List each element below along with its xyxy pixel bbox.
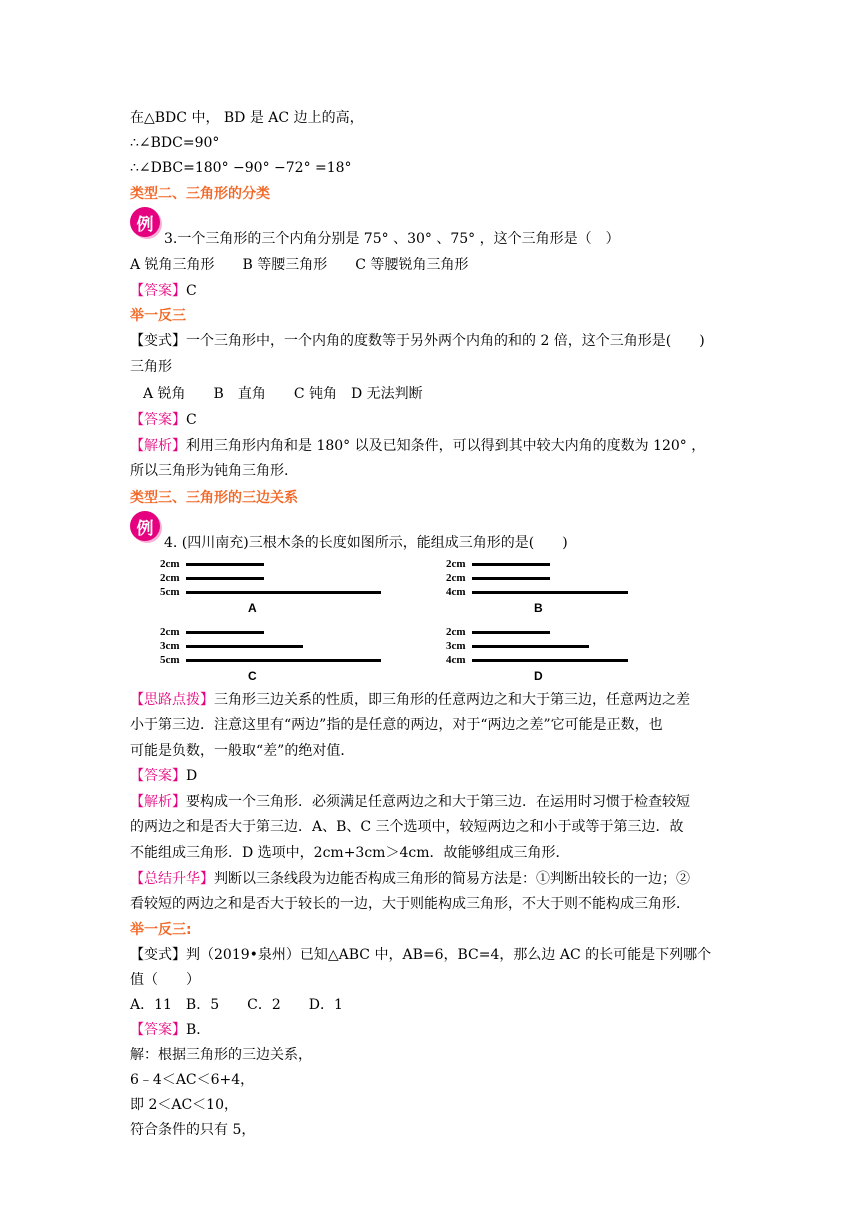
question-4: 4. (四川南充)三根木条的长度如图所示，能组成三角形的是( ) — [164, 535, 568, 551]
section-heading: 类型二、三角形的分类 — [130, 186, 270, 202]
analysis-tag: 【解析】 — [130, 794, 186, 810]
example-badge-icon: 例 — [130, 207, 160, 237]
option-letter: A — [248, 601, 257, 615]
hint-tag: 【思路点拨】 — [130, 692, 214, 708]
text-line: 所以三角形为钝角三角形. — [130, 463, 289, 479]
segment-row — [160, 653, 381, 667]
solution-line: 即 2＜AC＜10， — [130, 1097, 238, 1113]
segment-row — [160, 639, 303, 653]
segment-bar — [472, 645, 589, 648]
solution-line: 符合条件的只有 5， — [130, 1122, 256, 1138]
segment-bar — [186, 563, 264, 566]
segment-row — [446, 625, 550, 639]
answer-tag: 【答案】 — [130, 412, 186, 428]
segment-length-label: 2cm — [160, 626, 180, 638]
question-3-answer: 【答案】C — [130, 283, 197, 299]
text-line: 小于第三边．注意这里有“两边”指的是任意的两边，对于“两边之差”它可能是正数，也 — [130, 717, 663, 733]
segment-bar — [186, 591, 381, 594]
segment-row — [160, 557, 264, 571]
section-subheading: 举一反三: — [130, 922, 192, 938]
text-line: 看较短的两边之和是否大于较长的一边，大于则能构成三角形，不大于则不能构成三角形． — [130, 896, 690, 912]
example-badge-icon: 例 — [130, 511, 160, 541]
segment-row — [446, 653, 628, 667]
segment-bar — [472, 577, 550, 580]
answer-tag: 【答案】 — [130, 283, 186, 299]
segment-length-label: 2cm — [160, 558, 180, 570]
segment-length-label: 4cm — [446, 654, 466, 666]
question-4-answer: 【答案】D — [130, 768, 198, 784]
option-letter: B — [534, 601, 543, 615]
question-3: 3.一个三角形的三个内角分别是 75° 、30° 、75° ，这个三角形是（ ） — [164, 231, 620, 247]
text-line: ∴∠DBC=180° −90° −72° =18° — [130, 160, 352, 176]
segment-bar — [472, 563, 550, 566]
variant-1-options: A 锐角 B 直角 C 钝角 D 无法判断 — [143, 386, 423, 402]
option-letter: C — [248, 669, 257, 683]
section-heading: 类型三、三角形的三边关系 — [130, 490, 298, 506]
variant-tag: 【变式】 — [130, 333, 186, 349]
variant-2-answer: 【答案】B． — [130, 1022, 211, 1038]
answer-tag: 【答案】 — [130, 768, 186, 784]
segment-bar — [186, 631, 264, 634]
segment-row — [446, 557, 550, 571]
segment-row — [446, 585, 628, 599]
segment-row — [160, 625, 264, 639]
text-line: 三角形 — [130, 359, 172, 375]
variant-1-analysis: 【解析】利用三角形内角和是 180° 以及已知条件，可以得到其中较大内角的度数为 120° ， — [130, 438, 706, 454]
segment-length-label: 2cm — [446, 626, 466, 638]
variant-1: 【变式】一个三角形中，一个内角的度数等于另外两个内角的和的 2 倍，这个三角形是( ) — [130, 333, 705, 349]
solution-line: 6﹣4＜AC＜6+4， — [130, 1072, 255, 1088]
segment-bar — [472, 631, 550, 634]
variant-2: 【变式】判（2019•泉州）已知△ABC 中，AB=6，BC=4，那么边 AC 的长可能是下列哪个 — [130, 947, 712, 963]
text-line: 不能组成三角形．D 选项中，2cm+3cm＞4cm．故能够组成三角形． — [130, 845, 570, 861]
segment-row — [446, 571, 550, 585]
segment-length-label: 5cm — [160, 654, 180, 666]
text-line: 可能是负数，一般取“差”的绝对值． — [130, 743, 355, 759]
solution-line: 解：根据三角形的三边关系， — [130, 1047, 312, 1063]
segment-length-label: 5cm — [160, 586, 180, 598]
segment-bar — [186, 645, 303, 648]
variant-tag: 【变式】 — [130, 947, 186, 963]
option-letter: D — [534, 669, 543, 683]
variant-2-options: A．11 B．5 C．2 D．1 — [130, 997, 343, 1013]
text-line: ∴∠BDC=90° — [130, 135, 220, 151]
question-3-options: A 锐角三角形 B 等腰三角形 C 等腰锐角三角形 — [130, 257, 469, 273]
segment-row — [160, 585, 381, 599]
segment-length-label: 2cm — [446, 572, 466, 584]
section-subheading: 举一反三 — [130, 308, 186, 324]
segment-length-label: 4cm — [446, 586, 466, 598]
text-line: 在△BDC 中， BD 是 AC 边上的高， — [130, 110, 364, 126]
segment-bar — [472, 659, 628, 662]
segment-length-label: 3cm — [160, 640, 180, 652]
segment-row — [446, 639, 589, 653]
text-line: 的两边之和是否大于第三边．A、B、C 三个选项中，较短两边之和小于或等于第三边．故 — [130, 819, 684, 835]
summary-tag: 【总结升华】 — [130, 871, 214, 887]
segment-bar — [186, 659, 381, 662]
segment-length-label: 2cm — [446, 558, 466, 570]
answer-tag: 【答案】 — [130, 1022, 186, 1038]
segment-bar — [472, 591, 628, 594]
hint-line: 【思路点拨】三角形三边关系的性质，即三角形的任意两边之和大于第三边，任意两边之差 — [130, 692, 690, 708]
segment-length-label: 2cm — [160, 572, 180, 584]
segment-row — [160, 571, 264, 585]
summary-line: 【总结升华】判断以三条线段为边能否构成三角形的简易方法是：①判断出较长的一边；② — [130, 871, 690, 887]
variant-1-answer: 【答案】C — [130, 412, 197, 428]
question-4-analysis: 【解析】要构成一个三角形．必须满足任意两边之和大于第三边．在运用时习惯于检查较短 — [130, 794, 690, 810]
segment-bar — [186, 577, 264, 580]
analysis-tag: 【解析】 — [130, 438, 186, 454]
segment-length-label: 3cm — [446, 640, 466, 652]
text-line: 值（ ） — [130, 972, 200, 988]
